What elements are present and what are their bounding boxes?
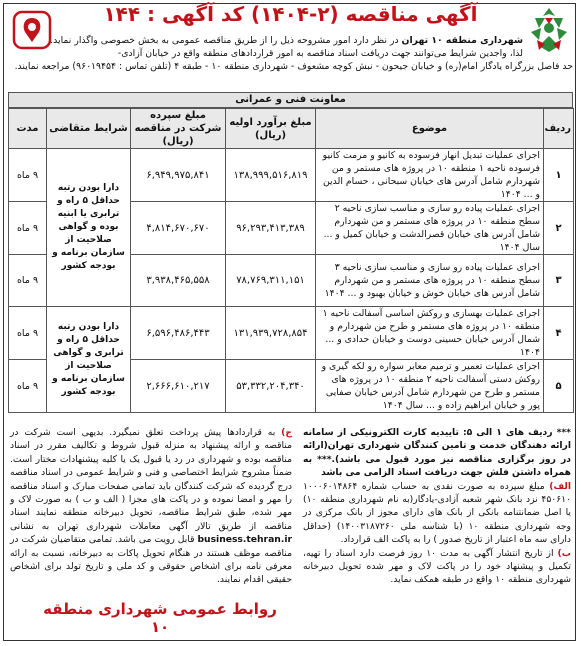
note-be: ب) از تاریخ انتشار آگهی به مدت ۱۰ روز فرصت دارد اسناد را تهیه، تکمیل و پیشنهاد خود را در پاکت لاک و مهر شده تحویل دبیرخانه شهرداری منطقه ۱۰ واقع در طبقه همکف نماید. — [303, 547, 571, 586]
notes-intro: *** ردیف های ۱ الی ۵: تاییدیه کارت الکترونیکی از سامانه ارائه دهندگان خدمت و تامین کنندگان شهرداری تهران(ارائه در روز برگزاری مناقصه نیز مورد قبول می باشد).*** به همراه داشتن فلش جهت دریافت اسناد الزامی می باشد — [303, 427, 571, 479]
row-duration: ۹ ماه — [9, 255, 47, 307]
tender-table — [8, 108, 574, 413]
notes-column-right — [303, 426, 571, 587]
row-deposit: ۶,۹۴۹,۹۷۵,۸۴۱ — [131, 149, 226, 202]
row-deposit: ۲,۶۶۶,۶۱۰,۲۱۷ — [131, 360, 226, 413]
row-number: ۱ — [544, 149, 574, 202]
tehran-municipality-logo-icon — [525, 6, 573, 58]
col-header-subject: موضوع — [316, 109, 544, 149]
row-subject: اجرای عملیات تعمیر و ترمیم معابر سواره رو لکه گیری و روکش دستی آسفالت ناحیه ۲ منطقه ۱۰ در پروژه های مستمر و طرح من شهردارم شامل آدرس خیابان صفایی پور و خیابان ابراهیم زاده و ... سال ۱۴۰۴ — [316, 360, 544, 413]
intro-line-3: حد فاصل بزرگراه یادگار امام(ره) و خیابان جیحون - نبش کوچه مشعوف - شهرداری منطقه ۱۰ - طبقه ۴ (تلفن تماس : ۹۶۰۱۹۴۵۴) مراجعه نمایند. — [14, 61, 573, 72]
row-estimate: ۷۸,۷۶۹,۳۱۱,۱۵۱ — [226, 255, 316, 307]
col-header-duration: مدت — [9, 109, 47, 149]
row-duration: ۹ ماه — [9, 149, 47, 202]
table-row — [9, 307, 574, 360]
col-header-row: ردیف — [544, 109, 574, 149]
row-deposit: ۳,۹۳۸,۴۶۵,۵۵۸ — [131, 255, 226, 307]
col-header-conditions: شرایط متقاضی — [47, 109, 131, 149]
row-estimate: ۱۳۸,۹۹۹,۵۱۶,۸۱۹ — [226, 149, 316, 202]
col-header-deposit: مبلغ سپرده شرکت در مناقصه (ریال) — [131, 109, 226, 149]
row-estimate: ۱۳۱,۹۳۹,۷۲۸,۸۵۴ — [226, 307, 316, 360]
row-duration: ۹ ماه — [9, 202, 47, 255]
row-number: ۴ — [544, 307, 574, 360]
intro-line-2: لذا، واجدین شرایط می‌توانند جهت دریافت اسناد مناقصه به امور قراردادهای منطقه واقع در خیابان آزادی- — [117, 48, 523, 59]
note-jim: ج) به قراردادها پیش پرداخت تعلق نمیگیرد. بدیهی است شرکت در مناقصه و ارائه پیشنهاد به منزله قبول شروط و تکالیف مقرر در اسناد مناقصه بوده و شهرداری در رد یا قبول یک یا کلیه پیشنهادات مختار است. ضمناً مشروح شرایط اختصاصی و فنی و شرایط عمومی در اسناد مناقصه درج گردیده که شرکت کنندگان باید تمامی صفحات مبارک و اسناد مناقصه را مهر و امضا نموده و در پاکت های مجزا ( الف و ب ) به صورت لاک و مهر شده، طبق شرایط مناقصه، تحویل دبیرخانه منطقه نمایند اسناد مناقصه از طریق تالار آگهی معاملات شهرداری تهران به نشانی business.tehran.ir قابل رویت می باشد. تمامی متقاضیان شرکت در مناقصه موظف هستند در هنگام تحویل پاکات به دبیرخانه، نسبت به ارائه معرفی نامه برای اشخاص حقوقی و کد ملی و تاریخ تولد برای اشخاص حقیقی اقدام نمایند. — [10, 427, 292, 586]
row-conditions: دارا بودن رتبه حداقل ۵ راه و ترابری یا ابنیه بوده و گواهی صلاحیت از سازمان برنامه و بودجه کشور — [47, 149, 131, 307]
row-conditions: دارا بودن رتبه حداقل ۵ راه و ترابری و گواهی صلاحیت از سازمان برنامه و بودجه کشور — [47, 307, 131, 413]
row-subject: اجرای عملیات پیاده رو سازی و مناسب سازی ناحیه ۲ سطح منطقه ۱۰ در پروژه های مستمر و من شهردارم شامل آدرس های خیابان قصرالدشت و خیابان کمیل و ... سال ۱۴۰۴ — [316, 202, 544, 255]
row-subject: اجرای عملیات تبدیل انهار فرسوده به کانیو و مرمت کانیو فرسوده ناحیه ۱ منطقه ۱۰ در پروژه های مستمر و من شهردارم شامل آدرس های خیابان سبحانی ، حسام الدین و ... ۱۴۰۴ — [316, 149, 544, 202]
row-deposit: ۴,۸۱۴,۶۷۰,۶۷۰ — [131, 202, 226, 255]
row-number: ۵ — [544, 360, 574, 413]
col-header-estimate: مبلغ برآورد اولیه (ریال) — [226, 109, 316, 149]
row-duration: ۹ ماه — [9, 307, 47, 360]
row-number: ۳ — [544, 255, 574, 307]
intro-line-1: شهرداری منطقه ۱۰ تهران در نظر دارد امور مشروحه ذیل را از طریق مناقصه عمومی به بخش خصوصی واگذار نماید. — [50, 35, 523, 46]
public-relations-footer: روابط عمومی شهرداری منطقه ۱۰ — [43, 600, 277, 636]
intro-paragraph — [8, 34, 573, 73]
section-title: معاونت فنی و عمرانی — [8, 92, 573, 108]
row-duration: ۹ ماه — [9, 360, 47, 413]
note-alef: الف) مبلغ سپرده به صورت نقدی به حساب شماره ۱۰۰۰۶۰۱۴۸۶۴ ۴۵۰۶۱۰ نزد بانک شهر شعبه آزادی-یادگار(به نام شهرداری منطقه ۱۰) یا اصل ضمانتنامه بانکی از بانک های دارای مجوز از بانک مرکزی در وجه شهرداری منطقه ۱۰ (با شناسه ملی ۱۴۰۰۳۱۸۷۲۶۰) (حداقل دارای سه ماه اعتبار از تاریخ صدور ) را به پاکت الف قرارداد. — [303, 480, 571, 546]
ad-title: آگهی مناقصه (۲-۱۴۰۴) کد آگهی : ۱۴۴ — [103, 2, 478, 26]
row-subject: اجرای عملیات بهسازی و روکش اساسی آسفالت ناحیه ۱ منطقه ۱۰ در پروژه های مستمر و طرح من شهردارم و شمال آدرس خیابان حسینی دوست و خیابان حدادی و ... ۱۴۰۴ — [316, 307, 544, 360]
notes-column-left — [10, 426, 292, 587]
row-subject: اجرای عملیات پیاده رو سازی و مناسب سازی ناحیه ۳ سطح منطقه ۱۰ در پروژه های مستمر و من شهردارم شامل آدرس های خیابان خوش و خیابان بهبود و ... ۱۴۰۴ — [316, 255, 544, 307]
table-header-row — [9, 109, 574, 149]
row-estimate: ۹۶,۲۹۳,۴۱۳,۳۸۹ — [226, 202, 316, 255]
row-number: ۲ — [544, 202, 574, 255]
row-deposit: ۶,۵۹۶,۴۸۶,۴۴۳ — [131, 307, 226, 360]
row-estimate: ۵۳,۳۳۲,۲۰۴,۳۴۰ — [226, 360, 316, 413]
table-row — [9, 149, 574, 202]
website-link[interactable]: business.tehran.ir — [197, 534, 292, 546]
